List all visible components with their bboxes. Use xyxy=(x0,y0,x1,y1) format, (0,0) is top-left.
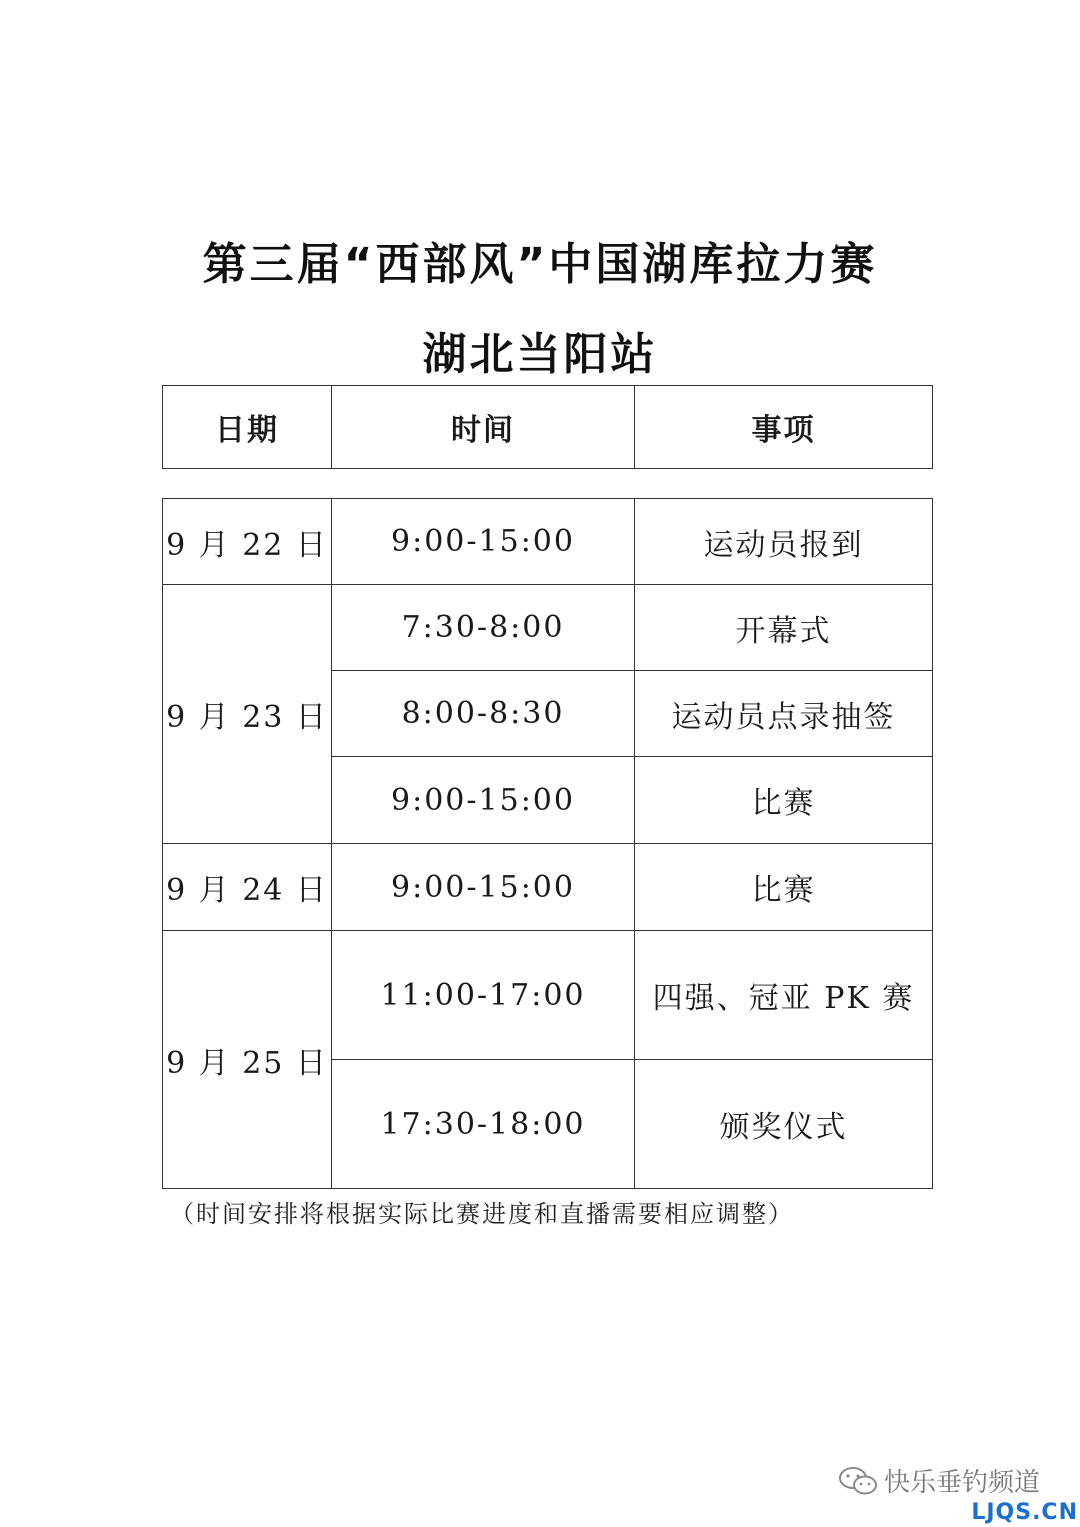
event-cell: 比赛 xyxy=(635,757,933,844)
time-cell: 11:00-17:00 xyxy=(332,931,635,1060)
table-row xyxy=(163,499,933,585)
watermark xyxy=(838,1462,1040,1499)
event-cell: 四强、冠亚 PK 赛 xyxy=(635,931,933,1060)
event-cell: 运动员点录抽签 xyxy=(635,671,933,757)
date-cell: 9 月 23 日 xyxy=(163,585,332,844)
time-cell: 9:00-15:00 xyxy=(332,499,635,585)
site-logo: LJQS.CN xyxy=(971,1500,1078,1525)
schedule-note: （时间安排将根据实际比赛进度和直播需要相应调整） xyxy=(170,1200,794,1228)
header-event: 事项 xyxy=(635,386,933,469)
event-cell: 运动员报到 xyxy=(635,499,933,585)
time-cell: 17:30-18:00 xyxy=(332,1060,635,1189)
time-cell: 7:30-8:00 xyxy=(332,585,635,671)
table-row xyxy=(163,931,933,1060)
event-cell: 比赛 xyxy=(635,844,933,931)
header-time: 时间 xyxy=(332,386,635,469)
wechat-icon xyxy=(838,1466,878,1496)
time-cell: 9:00-15:00 xyxy=(332,844,635,931)
page-subtitle: 湖北当阳站 xyxy=(422,329,658,380)
time-cell: 8:00-8:30 xyxy=(332,671,635,757)
time-cell: 9:00-15:00 xyxy=(332,757,635,844)
date-cell: 9 月 22 日 xyxy=(163,499,332,585)
event-cell: 颁奖仪式 xyxy=(635,1060,933,1189)
header-date: 日期 xyxy=(163,386,332,469)
page-title: 第三届“西部风”中国湖库拉力赛 xyxy=(202,239,878,290)
table-row xyxy=(163,585,933,671)
date-cell: 9 月 25 日 xyxy=(163,931,332,1189)
date-cell: 9 月 24 日 xyxy=(163,844,332,931)
schedule-table xyxy=(162,498,933,1189)
header-table xyxy=(162,385,933,469)
watermark-text: 快乐垂钓频道 xyxy=(884,1468,1041,1498)
event-cell: 开幕式 xyxy=(635,585,933,671)
table-row xyxy=(163,844,933,931)
header-row xyxy=(163,386,933,469)
